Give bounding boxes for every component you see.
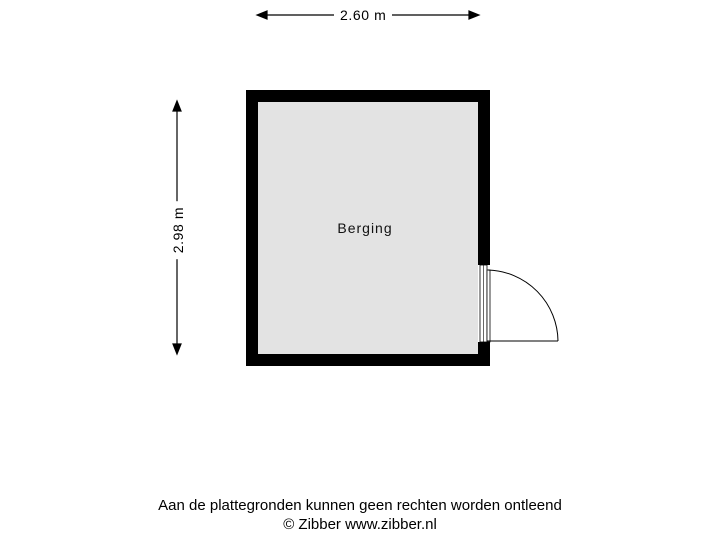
width-dimension-label: 2.60 m xyxy=(334,7,392,23)
height-dimension-label: 2.98 m xyxy=(170,201,186,259)
wall-bottom xyxy=(246,354,490,366)
copyright-text: © Zibber www.zibber.nl xyxy=(283,516,437,533)
footer xyxy=(0,496,720,534)
wall-right-lower xyxy=(478,342,490,366)
wall-top xyxy=(246,90,490,102)
disclaimer-text: Aan de plattegronden kunnen geen rechten worden ontleend xyxy=(158,497,562,514)
door-swing-arc xyxy=(488,270,558,341)
wall-right-upper xyxy=(478,90,490,265)
room-label: Berging xyxy=(337,220,393,236)
door xyxy=(480,265,558,342)
wall-left xyxy=(246,90,258,366)
door-leaf xyxy=(487,270,490,342)
